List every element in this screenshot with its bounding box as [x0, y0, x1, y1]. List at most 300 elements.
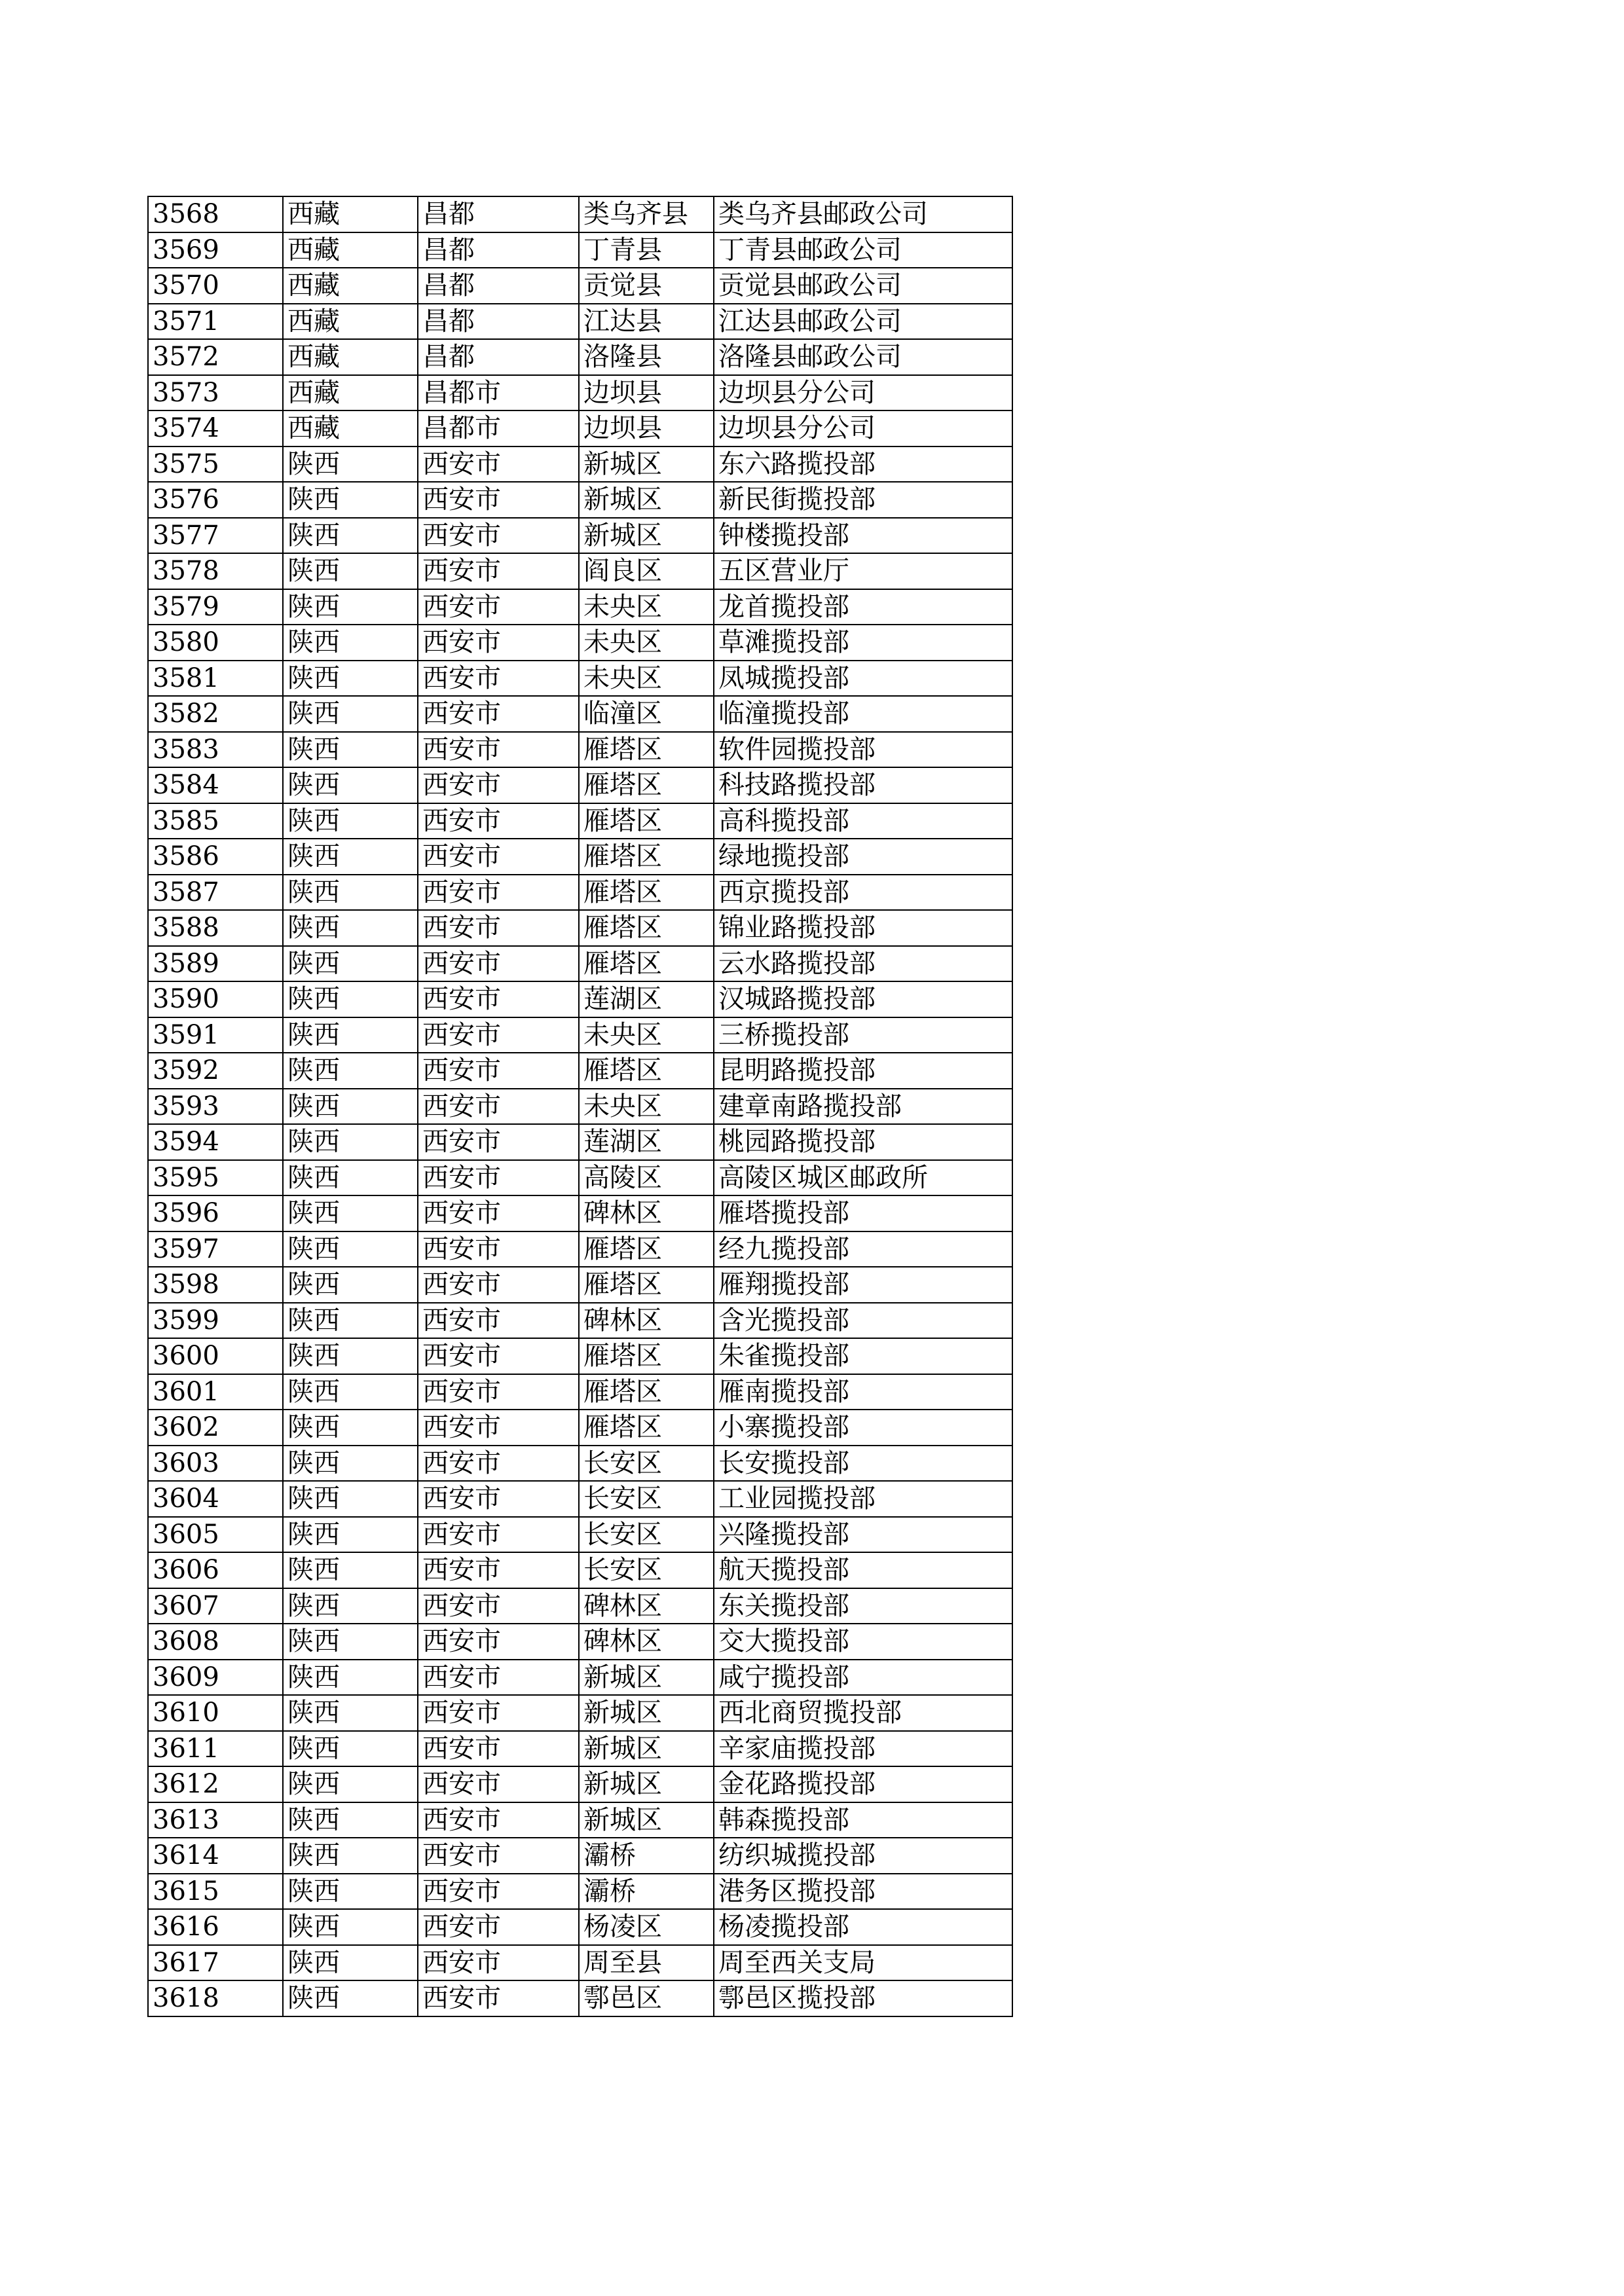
- province-cell: 陕西: [283, 1802, 418, 1838]
- table-row: [148, 268, 1012, 304]
- table-row: [148, 339, 1012, 375]
- district-cell: 碑林区: [579, 1195, 714, 1231]
- province-cell: 陕西: [283, 1874, 418, 1910]
- row-number-cell: 3598: [148, 1267, 283, 1303]
- table-row: [148, 1267, 1012, 1303]
- row-number-cell: 3609: [148, 1660, 283, 1696]
- province-cell: 西藏: [283, 339, 418, 375]
- city-cell: 西安市: [418, 482, 579, 518]
- district-cell: 新城区: [579, 1766, 714, 1802]
- city-cell: 西安市: [418, 1838, 579, 1874]
- office-name-cell: 软件园揽投部: [714, 732, 1012, 768]
- row-number-cell: 3578: [148, 553, 283, 589]
- province-cell: 陕西: [283, 1374, 418, 1410]
- table-row: [148, 1446, 1012, 1482]
- office-name-cell: 高科揽投部: [714, 803, 1012, 839]
- city-cell: 西安市: [418, 553, 579, 589]
- office-name-cell: 杨凌揽投部: [714, 1909, 1012, 1945]
- city-cell: 西安市: [418, 1517, 579, 1553]
- row-number-cell: 3602: [148, 1410, 283, 1446]
- table-row: [148, 803, 1012, 839]
- table-row: [148, 696, 1012, 732]
- table-row: [148, 1838, 1012, 1874]
- district-cell: 雁塔区: [579, 875, 714, 911]
- district-cell: 雁塔区: [579, 1374, 714, 1410]
- row-number-cell: 3597: [148, 1231, 283, 1267]
- office-name-cell: 纺织城揽投部: [714, 1838, 1012, 1874]
- row-number-cell: 3606: [148, 1552, 283, 1588]
- province-cell: 陕西: [283, 981, 418, 1017]
- district-cell: 江达县: [579, 304, 714, 340]
- city-cell: 西安市: [418, 1195, 579, 1231]
- province-cell: 陕西: [283, 1660, 418, 1696]
- district-cell: 边坝县: [579, 375, 714, 411]
- district-cell: 莲湖区: [579, 981, 714, 1017]
- province-cell: 陕西: [283, 1909, 418, 1945]
- row-number-cell: 3615: [148, 1874, 283, 1910]
- office-name-cell: 咸宁揽投部: [714, 1660, 1012, 1696]
- office-name-cell: 辛家庙揽投部: [714, 1731, 1012, 1767]
- district-cell: 新城区: [579, 1660, 714, 1696]
- row-number-cell: 3613: [148, 1802, 283, 1838]
- office-name-cell: 高陵区城区邮政所: [714, 1160, 1012, 1196]
- province-cell: 陕西: [283, 1267, 418, 1303]
- office-name-cell: 航天揽投部: [714, 1552, 1012, 1588]
- district-cell: 未央区: [579, 1017, 714, 1053]
- district-cell: 灞桥: [579, 1838, 714, 1874]
- table-row: [148, 589, 1012, 625]
- office-name-cell: 贡觉县邮政公司: [714, 268, 1012, 304]
- province-cell: 陕西: [283, 1552, 418, 1588]
- city-cell: 西安市: [418, 1303, 579, 1339]
- city-cell: 西安市: [418, 1053, 579, 1089]
- city-cell: 西安市: [418, 732, 579, 768]
- district-cell: 阎良区: [579, 553, 714, 589]
- table-row: [148, 875, 1012, 911]
- province-cell: 陕西: [283, 661, 418, 697]
- spreadsheet-table: [147, 196, 1013, 2017]
- table-row: [148, 1481, 1012, 1517]
- table-row: [148, 375, 1012, 411]
- row-number-cell: 3572: [148, 339, 283, 375]
- province-cell: 陕西: [283, 1481, 418, 1517]
- province-cell: 陕西: [283, 767, 418, 803]
- table-row: [148, 839, 1012, 875]
- office-name-cell: 边坝县分公司: [714, 410, 1012, 446]
- city-cell: 西安市: [418, 1980, 579, 2016]
- province-cell: 陕西: [283, 518, 418, 554]
- row-number-cell: 3612: [148, 1766, 283, 1802]
- table-row: [148, 1980, 1012, 2016]
- district-cell: 长安区: [579, 1517, 714, 1553]
- row-number-cell: 3614: [148, 1838, 283, 1874]
- city-cell: 西安市: [418, 981, 579, 1017]
- office-name-cell: 三桥揽投部: [714, 1017, 1012, 1053]
- district-cell: 雁塔区: [579, 1410, 714, 1446]
- city-cell: 西安市: [418, 839, 579, 875]
- row-number-cell: 3616: [148, 1909, 283, 1945]
- province-cell: 陕西: [283, 1446, 418, 1482]
- table-row: [148, 482, 1012, 518]
- table-row: [148, 1089, 1012, 1125]
- office-name-cell: 建章南路揽投部: [714, 1089, 1012, 1125]
- province-cell: 陕西: [283, 875, 418, 911]
- office-name-cell: 周至西关支局: [714, 1945, 1012, 1981]
- city-cell: 西安市: [418, 446, 579, 483]
- province-cell: 陕西: [283, 1195, 418, 1231]
- district-cell: 雁塔区: [579, 1231, 714, 1267]
- office-name-cell: 韩森揽投部: [714, 1802, 1012, 1838]
- table-row: [148, 981, 1012, 1017]
- province-cell: 陕西: [283, 482, 418, 518]
- city-cell: 西安市: [418, 1802, 579, 1838]
- district-cell: 碑林区: [579, 1588, 714, 1624]
- office-name-cell: 雁翔揽投部: [714, 1267, 1012, 1303]
- city-cell: 西安市: [418, 1552, 579, 1588]
- province-cell: 陕西: [283, 1695, 418, 1731]
- table-row: [148, 553, 1012, 589]
- city-cell: 西安市: [418, 1446, 579, 1482]
- table-row: [148, 1802, 1012, 1838]
- district-cell: 雁塔区: [579, 732, 714, 768]
- city-cell: 西安市: [418, 589, 579, 625]
- district-cell: 雁塔区: [579, 946, 714, 982]
- province-cell: 陕西: [283, 1303, 418, 1339]
- city-cell: 西安市: [418, 696, 579, 732]
- table-row: [148, 1660, 1012, 1696]
- row-number-cell: 3586: [148, 839, 283, 875]
- province-cell: 陕西: [283, 1766, 418, 1802]
- province-cell: 陕西: [283, 1338, 418, 1374]
- district-cell: 新城区: [579, 1731, 714, 1767]
- district-cell: 未央区: [579, 661, 714, 697]
- office-name-cell: 汉城路揽投部: [714, 981, 1012, 1017]
- city-cell: 西安市: [418, 661, 579, 697]
- office-name-cell: 龙首揽投部: [714, 589, 1012, 625]
- row-number-cell: 3575: [148, 446, 283, 483]
- district-cell: 雁塔区: [579, 839, 714, 875]
- office-name-cell: 工业园揽投部: [714, 1481, 1012, 1517]
- row-number-cell: 3618: [148, 1980, 283, 2016]
- city-cell: 昌都: [418, 268, 579, 304]
- district-cell: 长安区: [579, 1446, 714, 1482]
- city-cell: 西安市: [418, 1874, 579, 1910]
- city-cell: 西安市: [418, 1588, 579, 1624]
- table-row: [148, 1874, 1012, 1910]
- row-number-cell: 3585: [148, 803, 283, 839]
- table-row: [148, 1766, 1012, 1802]
- district-cell: 类乌齐县: [579, 196, 714, 232]
- province-cell: 西藏: [283, 375, 418, 411]
- office-name-cell: 港务区揽投部: [714, 1874, 1012, 1910]
- province-cell: 陕西: [283, 732, 418, 768]
- city-cell: 西安市: [418, 518, 579, 554]
- table-row: [148, 1053, 1012, 1089]
- district-cell: 新城区: [579, 446, 714, 483]
- row-number-cell: 3570: [148, 268, 283, 304]
- row-number-cell: 3595: [148, 1160, 283, 1196]
- table-row: [148, 1517, 1012, 1553]
- office-name-cell: 云水路揽投部: [714, 946, 1012, 982]
- province-cell: 陕西: [283, 625, 418, 661]
- district-cell: 新城区: [579, 482, 714, 518]
- district-cell: 未央区: [579, 589, 714, 625]
- row-number-cell: 3568: [148, 196, 283, 232]
- office-name-cell: 朱雀揽投部: [714, 1338, 1012, 1374]
- city-cell: 西安市: [418, 1731, 579, 1767]
- table-row: [148, 1552, 1012, 1588]
- row-number-cell: 3581: [148, 661, 283, 697]
- office-name-cell: 绿地揽投部: [714, 839, 1012, 875]
- row-number-cell: 3589: [148, 946, 283, 982]
- city-cell: 昌都市: [418, 410, 579, 446]
- province-cell: 陕西: [283, 946, 418, 982]
- office-name-cell: 凤城揽投部: [714, 661, 1012, 697]
- district-cell: 雁塔区: [579, 803, 714, 839]
- city-cell: 昌都: [418, 304, 579, 340]
- city-cell: 西安市: [418, 1945, 579, 1981]
- city-cell: 西安市: [418, 1660, 579, 1696]
- province-cell: 西藏: [283, 196, 418, 232]
- province-cell: 陕西: [283, 1089, 418, 1125]
- district-cell: 碑林区: [579, 1624, 714, 1660]
- table-row: [148, 732, 1012, 768]
- office-name-cell: 洛隆县邮政公司: [714, 339, 1012, 375]
- city-cell: 西安市: [418, 1267, 579, 1303]
- office-name-cell: 西北商贸揽投部: [714, 1695, 1012, 1731]
- province-cell: 陕西: [283, 839, 418, 875]
- office-name-cell: 雁塔揽投部: [714, 1195, 1012, 1231]
- province-cell: 西藏: [283, 304, 418, 340]
- district-cell: 雁塔区: [579, 910, 714, 946]
- table-row: [148, 1195, 1012, 1231]
- office-name-cell: 雁南揽投部: [714, 1374, 1012, 1410]
- office-name-cell: 类乌齐县邮政公司: [714, 196, 1012, 232]
- city-cell: 西安市: [418, 1089, 579, 1125]
- district-cell: 灞桥: [579, 1874, 714, 1910]
- row-number-cell: 3594: [148, 1124, 283, 1160]
- district-cell: 高陵区: [579, 1160, 714, 1196]
- city-cell: 西安市: [418, 1909, 579, 1945]
- table-row: [148, 196, 1012, 232]
- city-cell: 西安市: [418, 946, 579, 982]
- province-cell: 陕西: [283, 1124, 418, 1160]
- table-row: [148, 910, 1012, 946]
- row-number-cell: 3593: [148, 1089, 283, 1125]
- row-number-cell: 3607: [148, 1588, 283, 1624]
- office-name-cell: 经九揽投部: [714, 1231, 1012, 1267]
- row-number-cell: 3584: [148, 767, 283, 803]
- office-name-cell: 含光揽投部: [714, 1303, 1012, 1339]
- row-number-cell: 3571: [148, 304, 283, 340]
- province-cell: 陕西: [283, 1838, 418, 1874]
- city-cell: 昌都市: [418, 375, 579, 411]
- city-cell: 西安市: [418, 1766, 579, 1802]
- province-cell: 陕西: [283, 1731, 418, 1767]
- row-number-cell: 3601: [148, 1374, 283, 1410]
- district-cell: 洛隆县: [579, 339, 714, 375]
- row-number-cell: 3574: [148, 410, 283, 446]
- table-row: [148, 767, 1012, 803]
- office-name-cell: 东六路揽投部: [714, 446, 1012, 483]
- district-cell: 边坝县: [579, 410, 714, 446]
- row-number-cell: 3603: [148, 1446, 283, 1482]
- row-number-cell: 3577: [148, 518, 283, 554]
- row-number-cell: 3580: [148, 625, 283, 661]
- table-row: [148, 1588, 1012, 1624]
- table-row: [148, 304, 1012, 340]
- office-name-cell: 科技路揽投部: [714, 767, 1012, 803]
- province-cell: 陕西: [283, 1588, 418, 1624]
- office-name-cell: 昆明路揽投部: [714, 1053, 1012, 1089]
- office-name-cell: 钟楼揽投部: [714, 518, 1012, 554]
- city-cell: 西安市: [418, 767, 579, 803]
- row-number-cell: 3596: [148, 1195, 283, 1231]
- city-cell: 西安市: [418, 1410, 579, 1446]
- office-name-cell: 金花路揽投部: [714, 1766, 1012, 1802]
- district-cell: 雁塔区: [579, 1053, 714, 1089]
- city-cell: 西安市: [418, 803, 579, 839]
- province-cell: 陕西: [283, 1945, 418, 1981]
- province-cell: 陕西: [283, 803, 418, 839]
- district-cell: 未央区: [579, 625, 714, 661]
- city-cell: 西安市: [418, 1160, 579, 1196]
- row-number-cell: 3592: [148, 1053, 283, 1089]
- office-name-cell: 东关揽投部: [714, 1588, 1012, 1624]
- row-number-cell: 3608: [148, 1624, 283, 1660]
- district-cell: 周至县: [579, 1945, 714, 1981]
- city-cell: 西安市: [418, 1017, 579, 1053]
- table-row: [148, 1695, 1012, 1731]
- row-number-cell: 3590: [148, 981, 283, 1017]
- province-cell: 西藏: [283, 232, 418, 268]
- district-cell: 临潼区: [579, 696, 714, 732]
- office-name-cell: 交大揽投部: [714, 1624, 1012, 1660]
- row-number-cell: 3588: [148, 910, 283, 946]
- office-name-cell: 草滩揽投部: [714, 625, 1012, 661]
- row-number-cell: 3604: [148, 1481, 283, 1517]
- row-number-cell: 3579: [148, 589, 283, 625]
- province-cell: 陕西: [283, 1624, 418, 1660]
- district-cell: 丁青县: [579, 232, 714, 268]
- city-cell: 西安市: [418, 1481, 579, 1517]
- table-row: [148, 1909, 1012, 1945]
- province-cell: 陕西: [283, 1410, 418, 1446]
- row-number-cell: 3611: [148, 1731, 283, 1767]
- district-cell: 雁塔区: [579, 1338, 714, 1374]
- city-cell: 西安市: [418, 1695, 579, 1731]
- office-name-cell: 小寨揽投部: [714, 1410, 1012, 1446]
- office-name-cell: 江达县邮政公司: [714, 304, 1012, 340]
- city-cell: 西安市: [418, 1624, 579, 1660]
- table-row: [148, 1731, 1012, 1767]
- city-cell: 西安市: [418, 1124, 579, 1160]
- table-row: [148, 1124, 1012, 1160]
- row-number-cell: 3573: [148, 375, 283, 411]
- city-cell: 西安市: [418, 1338, 579, 1374]
- district-cell: 新城区: [579, 518, 714, 554]
- province-cell: 陕西: [283, 589, 418, 625]
- table-row: [148, 625, 1012, 661]
- table-row: [148, 518, 1012, 554]
- table-row: [148, 946, 1012, 982]
- office-name-cell: 五区营业厅: [714, 553, 1012, 589]
- city-cell: 西安市: [418, 1231, 579, 1267]
- city-cell: 昌都: [418, 232, 579, 268]
- district-cell: 杨凌区: [579, 1909, 714, 1945]
- city-cell: 昌都: [418, 196, 579, 232]
- office-name-cell: 西京揽投部: [714, 875, 1012, 911]
- district-cell: 长安区: [579, 1552, 714, 1588]
- table-row: [148, 1624, 1012, 1660]
- office-name-cell: 锦业路揽投部: [714, 910, 1012, 946]
- row-number-cell: 3582: [148, 696, 283, 732]
- city-cell: 西安市: [418, 875, 579, 911]
- office-name-cell: 新民街揽投部: [714, 482, 1012, 518]
- row-number-cell: 3605: [148, 1517, 283, 1553]
- table-row: [148, 1160, 1012, 1196]
- table-row: [148, 232, 1012, 268]
- office-name-cell: 鄠邑区揽投部: [714, 1980, 1012, 2016]
- province-cell: 西藏: [283, 410, 418, 446]
- district-cell: 长安区: [579, 1481, 714, 1517]
- office-name-cell: 兴隆揽投部: [714, 1517, 1012, 1553]
- row-number-cell: 3583: [148, 732, 283, 768]
- row-number-cell: 3600: [148, 1338, 283, 1374]
- province-cell: 西藏: [283, 268, 418, 304]
- table-row: [148, 661, 1012, 697]
- table-body: [148, 196, 1012, 2016]
- table-row: [148, 1410, 1012, 1446]
- district-cell: 雁塔区: [579, 1267, 714, 1303]
- table-row: [148, 1231, 1012, 1267]
- district-cell: 莲湖区: [579, 1124, 714, 1160]
- office-name-cell: 长安揽投部: [714, 1446, 1012, 1482]
- province-cell: 陕西: [283, 910, 418, 946]
- row-number-cell: 3576: [148, 482, 283, 518]
- province-cell: 陕西: [283, 696, 418, 732]
- district-cell: 新城区: [579, 1695, 714, 1731]
- district-cell: 雁塔区: [579, 767, 714, 803]
- table-row: [148, 1303, 1012, 1339]
- row-number-cell: 3591: [148, 1017, 283, 1053]
- row-number-cell: 3617: [148, 1945, 283, 1981]
- city-cell: 昌都: [418, 339, 579, 375]
- province-cell: 陕西: [283, 1231, 418, 1267]
- province-cell: 陕西: [283, 446, 418, 483]
- row-number-cell: 3599: [148, 1303, 283, 1339]
- district-cell: 鄠邑区: [579, 1980, 714, 2016]
- table-row: [148, 1374, 1012, 1410]
- row-number-cell: 3610: [148, 1695, 283, 1731]
- table-row: [148, 410, 1012, 446]
- province-cell: 陕西: [283, 1980, 418, 2016]
- district-cell: 碑林区: [579, 1303, 714, 1339]
- city-cell: 西安市: [418, 910, 579, 946]
- province-cell: 陕西: [283, 1053, 418, 1089]
- city-cell: 西安市: [418, 1374, 579, 1410]
- office-name-cell: 边坝县分公司: [714, 375, 1012, 411]
- office-name-cell: 桃园路揽投部: [714, 1124, 1012, 1160]
- district-cell: 新城区: [579, 1802, 714, 1838]
- province-cell: 陕西: [283, 1517, 418, 1553]
- table-row: [148, 446, 1012, 483]
- province-cell: 陕西: [283, 1017, 418, 1053]
- city-cell: 西安市: [418, 625, 579, 661]
- table-row: [148, 1945, 1012, 1981]
- office-name-cell: 临潼揽投部: [714, 696, 1012, 732]
- district-cell: 未央区: [579, 1089, 714, 1125]
